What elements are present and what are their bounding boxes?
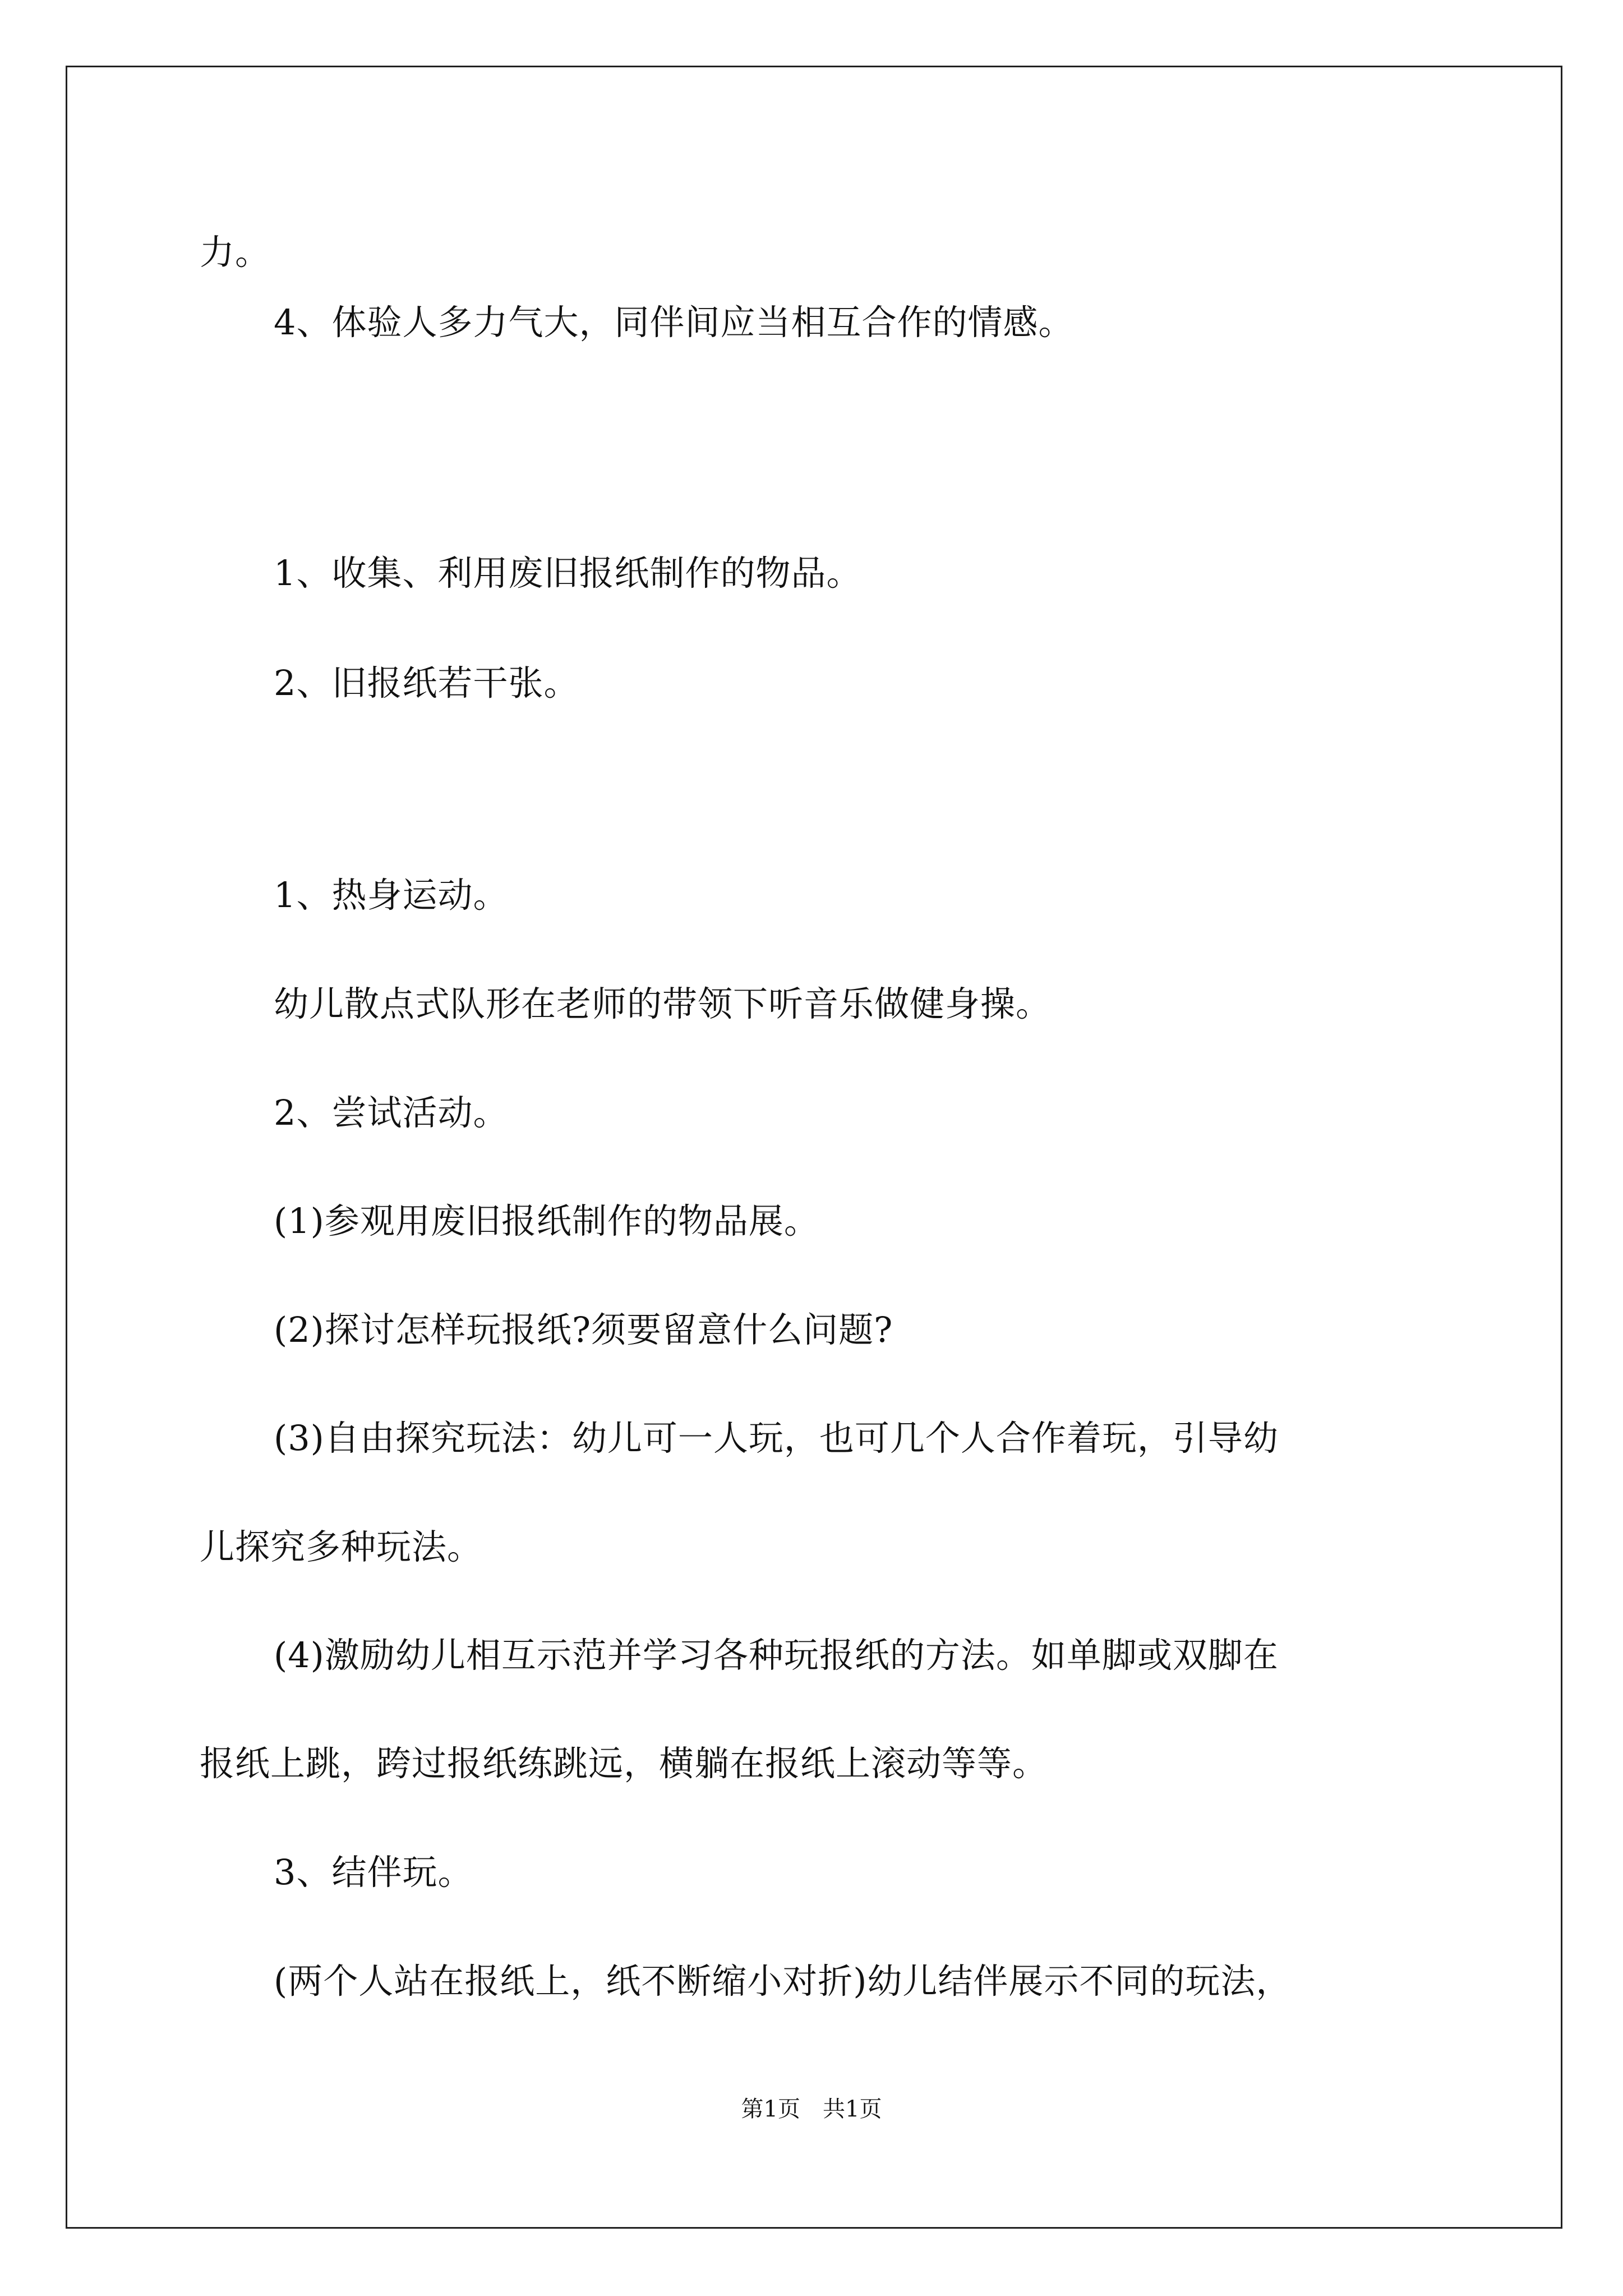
paragraph-line: 2、旧报纸若干张。 (274, 662, 579, 703)
paragraph-line: (2)探讨怎样玩报纸?须要留意什么问题? (274, 1309, 893, 1350)
paragraph-line: (3)自由探究玩法：幼儿可一人玩，也可几个人合作着玩，引导幼 (274, 1418, 1279, 1458)
paragraph-line: (两个人站在报纸上，纸不断缩小对折)幼儿结伴展示不同的玩法， (274, 1961, 1292, 2001)
paragraph-line: 3、结伴玩。 (274, 1852, 473, 1893)
paragraph-line: (1)参观用废旧报纸制作的物品展。 (274, 1200, 819, 1241)
paragraph-line: 4、体验人多力气大，同伴间应当相互合作的情感。 (274, 302, 1074, 343)
paragraph-line: 力。 (200, 232, 271, 273)
paragraph-line: 幼儿散点式队形在老师的带领下听音乐做健身操。 (274, 983, 1052, 1024)
page-border (66, 66, 1562, 2229)
paragraph-line: 报纸上跳，跨过报纸练跳远，横躺在报纸上滚动等等。 (200, 1743, 1048, 1784)
paragraph-line: 儿探究多种玩法。 (200, 1526, 483, 1567)
page-footer: 第1页 共1页 (741, 2096, 882, 2122)
paragraph-line: 1、热身运动。 (274, 875, 509, 915)
paragraph-line: 2、尝试活动。 (274, 1092, 509, 1133)
paragraph-line: (4)激励幼儿相互示范并学习各种玩报纸的方法。如单脚或双脚在 (274, 1635, 1279, 1676)
paragraph-line: 1、收集、利用废旧报纸制作的物品。 (274, 553, 862, 593)
